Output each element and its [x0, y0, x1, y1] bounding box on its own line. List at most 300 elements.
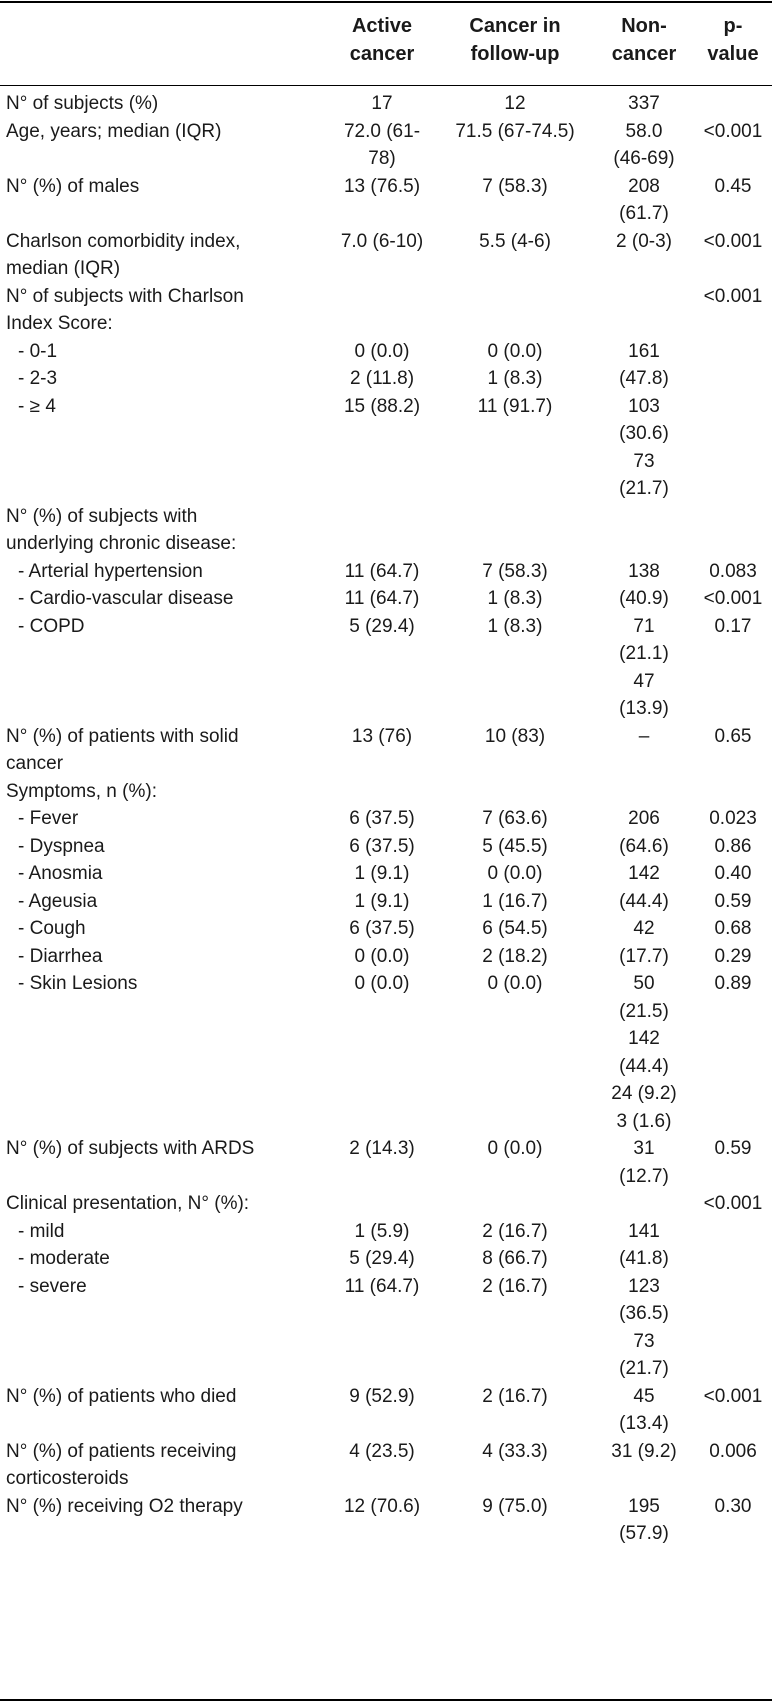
- row-label: [6, 585, 328, 613]
- table-cell: [694, 558, 772, 586]
- cell-line: 0.17: [714, 615, 752, 637]
- row-label-line: - Cough: [18, 918, 86, 939]
- cell-line: 31: [633, 1138, 655, 1159]
- table-cell: [314, 1245, 450, 1273]
- table-cell: [593, 970, 695, 1135]
- cell-line: [442, 503, 588, 531]
- table-cell: [694, 1245, 772, 1273]
- table-cell: [593, 228, 695, 256]
- row-label: [6, 860, 328, 888]
- row-label: [6, 503, 316, 558]
- cell-line: 13 (76): [351, 725, 413, 747]
- table-cell: [593, 1383, 695, 1438]
- row-label: [6, 365, 328, 393]
- cell-line: (64.6): [619, 835, 669, 857]
- cell-line: 2 (16.7): [482, 1220, 548, 1242]
- cell-line: <0.001: [703, 588, 763, 609]
- row-label: [6, 1493, 316, 1521]
- cell-line: 0 (0.0): [354, 340, 410, 362]
- cell-line: [442, 283, 588, 311]
- cell-line: (46-69): [613, 148, 675, 169]
- cell-line: 123: [628, 1275, 660, 1297]
- row-label-line: - COPD: [18, 615, 85, 637]
- cell-line: 42: [633, 918, 655, 939]
- table-cell: [314, 558, 450, 586]
- table-cell: [442, 173, 588, 201]
- table-cell: [694, 1383, 772, 1411]
- header-p-value: p- value: [707, 15, 759, 65]
- cell-line: 15 (88.2): [343, 395, 421, 417]
- cell-line: [593, 1190, 695, 1218]
- cell-line: 161: [628, 340, 660, 362]
- table-cell: [442, 118, 588, 146]
- table-cell: [593, 1438, 695, 1466]
- cell-line: 50: [633, 973, 655, 994]
- row-label: [6, 338, 328, 366]
- row-label-line: N° (%) of patients receiving: [6, 1440, 237, 1462]
- cell-line: 2 (16.7): [482, 1385, 548, 1407]
- cell-line: (17.7): [619, 945, 669, 967]
- cell-line: 7 (58.3): [482, 175, 548, 197]
- row-label-line: median (IQR): [6, 258, 121, 279]
- cell-line: 103: [628, 395, 660, 417]
- row-label-line: Index Score:: [6, 313, 113, 334]
- table-cell: [442, 915, 588, 943]
- cell-line: 0 (0.0): [487, 340, 543, 362]
- cell-line: 71: [633, 615, 655, 637]
- row-label-line: - mild: [18, 1220, 65, 1242]
- cell-line: [314, 283, 450, 311]
- row-label-line: cancer: [6, 753, 64, 774]
- cell-line: 3 (1.6): [616, 1110, 672, 1132]
- cell-line: 5 (29.4): [349, 1248, 415, 1269]
- table-cell: [694, 228, 772, 256]
- cell-line: [314, 503, 450, 531]
- cell-line: 78): [368, 148, 396, 169]
- row-label-line: Charlson comorbidity index,: [6, 230, 241, 252]
- row-label-line: - Anosmia: [18, 863, 103, 884]
- cell-line: 337: [628, 93, 660, 114]
- cell-line: [694, 1218, 772, 1246]
- table-cell: [314, 365, 450, 393]
- row-label: [6, 613, 328, 641]
- cell-line: 2 (14.3): [349, 1138, 415, 1159]
- cell-line: 0 (0.0): [487, 863, 543, 884]
- cell-line: 138: [628, 560, 660, 582]
- cell-line: 0.40: [714, 863, 752, 884]
- cell-line: 9 (75.0): [482, 1495, 548, 1517]
- table-cell: [694, 283, 772, 311]
- cell-line: 0.65: [714, 725, 752, 747]
- cell-line: 0 (0.0): [487, 973, 543, 994]
- table-cell: [593, 338, 695, 366]
- table-cell: [694, 1273, 772, 1301]
- table-cell: [593, 888, 695, 916]
- cell-line: 0.29: [714, 945, 752, 967]
- table-cell: [593, 503, 695, 531]
- table-cell: [314, 833, 450, 861]
- cell-line: [694, 365, 772, 393]
- row-label: [6, 1218, 328, 1246]
- cell-line: (61.7): [619, 203, 669, 224]
- table-cell: [442, 1273, 588, 1301]
- cell-line: 0.89: [714, 973, 752, 994]
- table-cell: [442, 778, 588, 806]
- table-cell: [442, 393, 588, 421]
- cell-line: (21.1): [619, 643, 669, 664]
- row-label-line: Symptoms, n (%):: [6, 780, 157, 802]
- cell-line: 2 (11.8): [349, 368, 415, 389]
- cell-line: 2 (16.7): [482, 1275, 548, 1297]
- cell-line: 73: [633, 450, 655, 472]
- table-cell: [442, 1438, 588, 1466]
- table-cell: [314, 118, 450, 173]
- table-cell: [314, 778, 450, 806]
- cell-line: 11 (91.7): [477, 395, 553, 417]
- table-cell: [593, 778, 695, 806]
- table-cell: [442, 970, 588, 998]
- cell-line: (30.6): [619, 423, 669, 444]
- cell-line: 142: [628, 863, 660, 884]
- table-cell: [593, 365, 695, 393]
- table-cell: [593, 118, 695, 173]
- table-cell: [694, 723, 772, 751]
- cell-line: 11 (64.7): [344, 588, 420, 609]
- cell-line: 58.0: [625, 120, 663, 142]
- cell-line: [694, 778, 772, 806]
- row-label-line: N° (%) of subjects with ARDS: [6, 1138, 255, 1159]
- row-label-line: N° of subjects with Charlson: [6, 285, 244, 307]
- table-header: [0, 12, 772, 82]
- row-label: [6, 118, 316, 146]
- cell-line: [694, 393, 772, 421]
- table-cell: [593, 585, 695, 613]
- table-cell: [442, 338, 588, 366]
- table-cell: [593, 393, 695, 503]
- table-cell: [442, 503, 588, 531]
- table-cell: [442, 833, 588, 861]
- table-cell: [694, 888, 772, 916]
- cell-line: [442, 778, 588, 806]
- cell-line: 8 (66.7): [482, 1248, 548, 1269]
- table-cell: [593, 833, 695, 861]
- row-label: [6, 1245, 328, 1273]
- cell-line: [593, 283, 695, 311]
- cell-line: 31 (9.2): [611, 1440, 677, 1462]
- row-label-line: - Fever: [18, 808, 79, 829]
- table-cell: [314, 338, 450, 366]
- cell-line: (47.8): [619, 368, 669, 389]
- row-label-line: N° (%) of patients with solid: [6, 725, 239, 747]
- table-cell: [694, 585, 772, 613]
- cell-line: 10 (83): [484, 725, 546, 747]
- cell-line: 141: [628, 1220, 660, 1242]
- cell-line: [694, 90, 772, 118]
- table-cell: [694, 1218, 772, 1246]
- table-cell: [593, 943, 695, 971]
- table-cell: [694, 915, 772, 943]
- row-label-line: - Dyspnea: [18, 835, 105, 857]
- row-label-line: Clinical presentation, N° (%):: [6, 1193, 250, 1214]
- cell-line: 5 (45.5): [482, 835, 548, 857]
- cell-line: [694, 1273, 772, 1301]
- row-label: [6, 1273, 328, 1301]
- cell-line: (13.4): [619, 1413, 669, 1434]
- table-cell: [442, 283, 588, 311]
- row-label: [6, 1190, 316, 1218]
- cell-line: (21.5): [619, 1000, 669, 1022]
- row-label: [6, 970, 328, 998]
- table-cell: [314, 1383, 450, 1411]
- table-cell: [442, 585, 588, 613]
- table-cell: [442, 860, 588, 888]
- table-cell: [314, 283, 450, 311]
- table-cell: [593, 860, 695, 888]
- row-label-line: - Ageusia: [18, 890, 98, 912]
- table-cell: [694, 778, 772, 806]
- cell-line: 142: [628, 1028, 660, 1049]
- cell-line: 195: [628, 1495, 660, 1517]
- table-cell: [593, 173, 695, 228]
- cell-line: 7.0 (6-10): [340, 230, 424, 252]
- cell-line: 17: [371, 93, 393, 114]
- table-cell: [593, 613, 695, 723]
- table-cell: [694, 833, 772, 861]
- cell-line: 4 (33.3): [482, 1440, 548, 1462]
- row-label: [6, 90, 316, 118]
- cell-line: 0.006: [709, 1440, 757, 1462]
- table-cell: [442, 1493, 588, 1521]
- row-label: [6, 283, 316, 338]
- cell-line: 9 (52.9): [349, 1385, 415, 1407]
- table-cell: [694, 1493, 772, 1521]
- cell-line: (13.9): [619, 698, 669, 719]
- table-cell: [442, 943, 588, 971]
- table-cell: [442, 1245, 588, 1273]
- row-label: [6, 558, 328, 586]
- table-cell: [314, 805, 450, 833]
- cell-line: 2 (18.2): [482, 945, 548, 967]
- table-cell: [694, 90, 772, 118]
- table-cell: [694, 970, 772, 998]
- table-cell: [314, 173, 450, 201]
- row-label: [6, 228, 316, 283]
- cell-line: (41.8): [619, 1248, 669, 1269]
- cell-line: (44.4): [619, 1055, 669, 1077]
- table-cell: [314, 90, 450, 118]
- cell-line: 0.083: [709, 560, 757, 582]
- table-cell: [314, 1493, 450, 1521]
- cell-line: 7 (58.3): [482, 560, 548, 582]
- cell-line: 11 (64.7): [344, 1275, 420, 1297]
- cell-line: 0.45: [714, 175, 752, 197]
- table-cell: [314, 970, 450, 998]
- table-cell: [314, 943, 450, 971]
- header-cancer-follow-up: Cancer in follow-up: [469, 15, 561, 65]
- table-cell: [694, 805, 772, 833]
- cell-line: 1 (9.1): [354, 890, 410, 912]
- cell-line: 45: [633, 1385, 655, 1407]
- row-label: [6, 173, 316, 201]
- cell-line: –: [638, 725, 650, 747]
- table-cell: [442, 1135, 588, 1163]
- table-cell: [442, 1218, 588, 1246]
- row-label: [6, 805, 328, 833]
- table-cell: [314, 1438, 450, 1466]
- row-label: [6, 833, 328, 861]
- cell-line: 13 (76.5): [343, 175, 421, 197]
- table-cell: [442, 723, 588, 751]
- cell-line: 1 (16.7): [482, 890, 548, 912]
- row-label-line: - Cardio-vascular disease: [18, 588, 234, 609]
- cell-line: [694, 1245, 772, 1273]
- table-cell: [314, 1218, 450, 1246]
- cell-line: 6 (37.5): [349, 808, 415, 829]
- table-cell: [314, 585, 450, 613]
- table-cell: [694, 943, 772, 971]
- cell-line: <0.001: [703, 1193, 763, 1214]
- table-cell: [314, 915, 450, 943]
- cell-line: (44.4): [619, 890, 669, 912]
- cell-line: (36.5): [619, 1303, 669, 1324]
- cell-line: 7 (63.6): [482, 808, 548, 829]
- table-cell: [442, 888, 588, 916]
- cell-line: (40.9): [619, 588, 669, 609]
- table-cell: [694, 365, 772, 393]
- table-cell: [593, 558, 695, 586]
- table-cell: [314, 393, 450, 421]
- row-label-line: Age, years; median (IQR): [6, 120, 222, 142]
- row-label: [6, 1383, 316, 1411]
- cell-line: (21.7): [619, 478, 669, 499]
- cell-line: [593, 503, 695, 531]
- row-label: [6, 1135, 316, 1163]
- cell-line: 208: [628, 175, 660, 197]
- cell-line: 0 (0.0): [354, 973, 410, 994]
- cell-line: 11 (64.7): [344, 560, 420, 582]
- table-cell: [442, 558, 588, 586]
- table-cell: [694, 118, 772, 146]
- cell-line: 1 (9.1): [354, 863, 410, 884]
- cell-line: [694, 503, 772, 531]
- cell-line: 0 (0.0): [487, 1138, 543, 1159]
- table-cell: [593, 90, 695, 118]
- top-rule: [0, 1, 772, 3]
- cell-line: 73: [633, 1330, 655, 1352]
- cell-line: 12: [504, 93, 526, 114]
- cell-line: [442, 1190, 588, 1218]
- row-label: [6, 915, 328, 943]
- header-non-cancer: Non- cancer: [611, 15, 677, 65]
- table-cell: [694, 1190, 772, 1218]
- row-label-line: - ≥ 4: [18, 395, 56, 417]
- cell-line: 6 (54.5): [482, 918, 548, 939]
- cell-line: <0.001: [703, 230, 763, 252]
- table-cell: [694, 1135, 772, 1163]
- cell-line: <0.001: [703, 120, 763, 142]
- row-label: [6, 1438, 316, 1493]
- table-cell: [314, 228, 450, 256]
- row-label-line: - moderate: [18, 1248, 110, 1269]
- table-cell: [694, 860, 772, 888]
- cell-line: 1 (8.3): [487, 368, 543, 389]
- row-label: [6, 888, 328, 916]
- table-cell: [314, 888, 450, 916]
- cell-line: 1 (5.9): [354, 1220, 410, 1242]
- cell-line: 71.5 (67-74.5): [455, 120, 575, 142]
- cell-line: 206: [628, 808, 660, 829]
- cell-line: [593, 778, 695, 806]
- cell-line: (21.7): [619, 1358, 669, 1379]
- table-cell: [442, 228, 588, 256]
- table-cell: [593, 283, 695, 311]
- bottom-rule: [0, 1699, 772, 1701]
- cell-line: (12.7): [619, 1165, 669, 1187]
- cell-line: 0.30: [714, 1495, 752, 1517]
- cell-line: 24 (9.2): [611, 1083, 677, 1104]
- table-cell: [593, 1218, 695, 1246]
- table-cell: [694, 613, 772, 641]
- table-cell: [593, 1273, 695, 1383]
- table-cell: [593, 1190, 695, 1218]
- table-cell: [314, 723, 450, 751]
- row-label-line: - severe: [18, 1275, 87, 1297]
- cell-line: (57.9): [619, 1523, 669, 1544]
- table-cell: [442, 805, 588, 833]
- table-cell: [442, 1383, 588, 1411]
- table-cell: [694, 503, 772, 531]
- row-label-line: N° (%) receiving O2 therapy: [6, 1495, 243, 1517]
- table-cell: [442, 90, 588, 118]
- table-cell: [694, 338, 772, 366]
- cell-line: 5 (29.4): [349, 615, 415, 637]
- cell-line: 0.86: [714, 835, 752, 857]
- header-rule: [0, 85, 772, 86]
- row-label: [6, 778, 316, 806]
- cell-line: [314, 778, 450, 806]
- table-cell: [442, 613, 588, 641]
- table-cell: [314, 860, 450, 888]
- cell-line: 4 (23.5): [349, 1440, 415, 1462]
- cell-line: 6 (37.5): [349, 835, 415, 857]
- cell-line: 0.59: [714, 890, 752, 912]
- cell-line: [694, 338, 772, 366]
- cell-line: <0.001: [703, 285, 763, 307]
- header-active-cancer: Active cancer: [349, 15, 415, 65]
- table-cell: [593, 1245, 695, 1273]
- cell-line: 2 (0-3): [616, 230, 672, 252]
- table-cell: [314, 503, 450, 531]
- table-cell: [314, 613, 450, 641]
- row-label-line: - 2-3: [18, 368, 58, 389]
- row-label: [6, 393, 328, 421]
- row-label: [6, 723, 316, 778]
- table-cell: [314, 1273, 450, 1301]
- cell-line: 12 (70.6): [343, 1495, 421, 1517]
- cell-line: 72.0 (61-: [343, 120, 421, 142]
- row-label-line: N° (%) of subjects with: [6, 505, 198, 527]
- table-cell: [593, 805, 695, 833]
- row-label-line: N° of subjects (%): [6, 93, 159, 114]
- table-cell: [314, 1135, 450, 1163]
- table-cell: [442, 1190, 588, 1218]
- row-label-line: - Arterial hypertension: [18, 560, 203, 582]
- row-label-line: - 0-1: [18, 340, 58, 362]
- table-cell: [694, 1438, 772, 1466]
- table-cell: [593, 915, 695, 943]
- cell-line: 0.59: [714, 1138, 752, 1159]
- table-cell: [593, 723, 695, 751]
